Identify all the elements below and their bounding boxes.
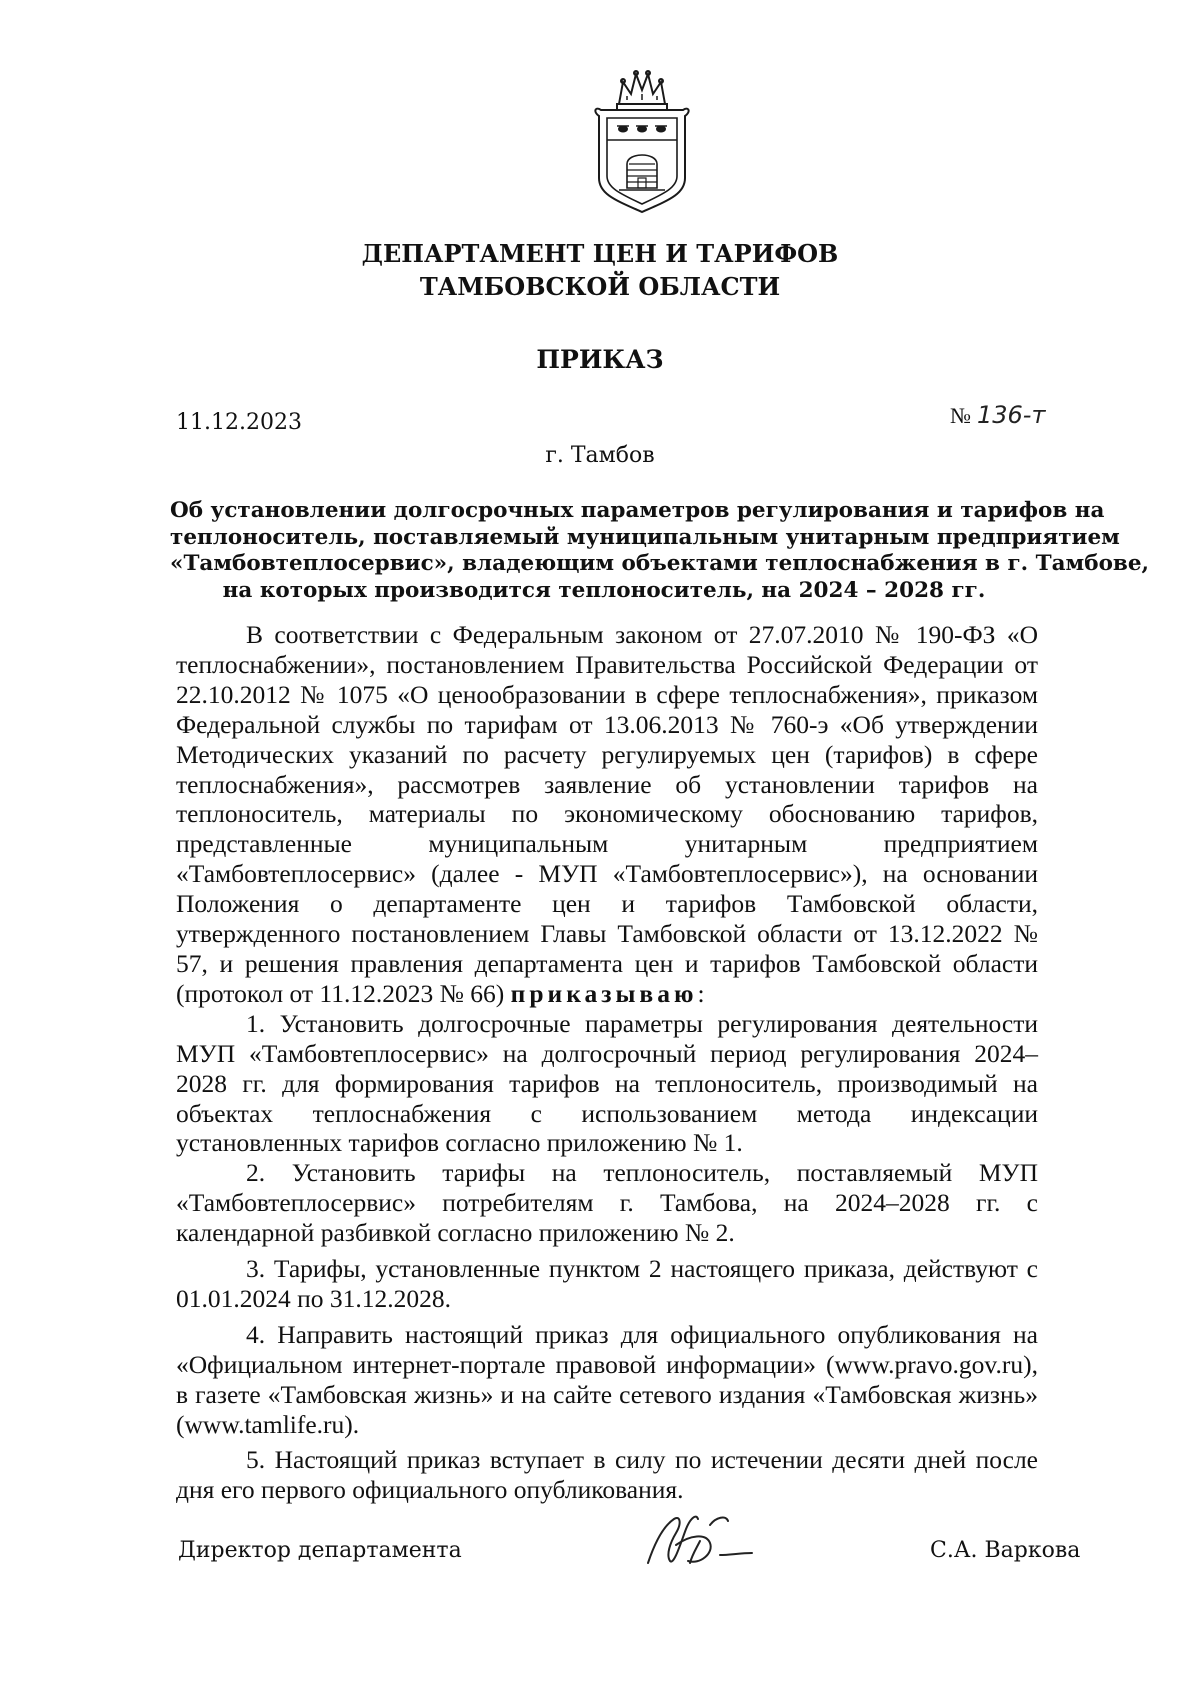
title-line: «Тамбовтеплосервис», владеющим объектами теплоснабжения в г. Тамбове, — [170, 551, 1150, 576]
title-line: теплоноситель, поставляемый муниципальным унитарным предприятием — [170, 524, 1120, 550]
order-item-3: 3. Тарифы, установленные пунктом 2 настоящего приказа, действуют с 01.01.2024 по 31.12.2028. — [176, 1254, 1038, 1313]
document-number — [950, 401, 1045, 429]
signatory-position: Директор департамента — [178, 1538, 462, 1563]
document-city: г. Тамбов — [545, 443, 655, 468]
organization-name-line2: ТАМБОВСКОЙ ОБЛАСТИ — [419, 272, 781, 301]
order-word: приказываю — [510, 978, 698, 1008]
order-item-4: 4. Направить настоящий приказ для официального опубликования на «Официальном интернет-портале правовой информации» (www.pravo.gov.ru), в газете «Тамбовская жизнь» и на сайте сетевого издания «Тамбовская жизнь» (www.tamlife.ru). — [176, 1319, 1038, 1439]
number-sign: № — [950, 403, 971, 428]
coat-of-arms-emblem — [589, 66, 695, 216]
order-colon: : — [697, 978, 705, 1008]
document-title — [170, 498, 1150, 604]
organization-name-line1: ДЕПАРТАМЕНТ ЦЕН И ТАРИФОВ — [361, 239, 839, 268]
document-type: ПРИКАЗ — [536, 345, 664, 374]
preamble-text: В соответствии с Федеральным законом от 27.07.2010 № 190-ФЗ «О теплоснабжении», постановлением Правительства Российской Федерации от 22.10.2012 № 1075 «О ценообразовании в сфере теплоснабжения», приказом Федеральной службы по тарифам от 13.06.2013 № 760-э «Об утверждении Методических указаний по расчету регулируемых цен (тарифов) в сфере теплоснабжения», рассмотрев заявление об установлении тарифов на теплоноситель, материалы по экономическому обоснованию тарифов, представленные муниципальным унитарным предприятием «Тамбовтеплосервис» (далее - МУП «Тамбовтеплосервис»), на основании Положения о департаменте цен и тарифов Тамбовской области, утвержденного постановлением Главы Тамбовской области от 13.12.2022 № 57, и решения правления департамента цен и тарифов Тамбовской области (протокол от 11.12.2023 № 66) — [176, 620, 1038, 1008]
title-line: Об установлении долгосрочных параметров регулирования и тарифов на — [170, 498, 1105, 523]
document-date: 11.12.2023 — [176, 410, 302, 435]
order-item-1: 1. Установить долгосрочные параметры регулирования деятельности МУП «Тамбовтеплосервис» на долгосрочный период регулирования 2024–2028 гг. для формирования тарифов на теплоноситель, производимый на объектах теплоснабжения с использованием метода индексации установленных тарифов согласно приложению № 1. — [176, 1008, 1038, 1158]
document-body — [176, 620, 1038, 1505]
title-line: на которых производится теплоноситель, на 2024 – 2028 гг. — [222, 577, 986, 603]
signatory-name: С.А. Варкова — [930, 1538, 1081, 1563]
order-item-5: 5. Настоящий приказ вступает в силу по истечении десяти дней после дня его первого официального опубликования. — [176, 1445, 1038, 1505]
order-item-2: 2. Установить тарифы на теплоноситель, поставляемый МУП «Тамбовтеплосервис» потребителям г. Тамбова, на 2024–2028 гг. с календарной разбивкой согласно приложению № 2. — [176, 1158, 1038, 1248]
handwritten-number: 136-т — [977, 401, 1046, 429]
preamble-paragraph — [176, 620, 1038, 1009]
handwritten-signature — [640, 1505, 760, 1575]
